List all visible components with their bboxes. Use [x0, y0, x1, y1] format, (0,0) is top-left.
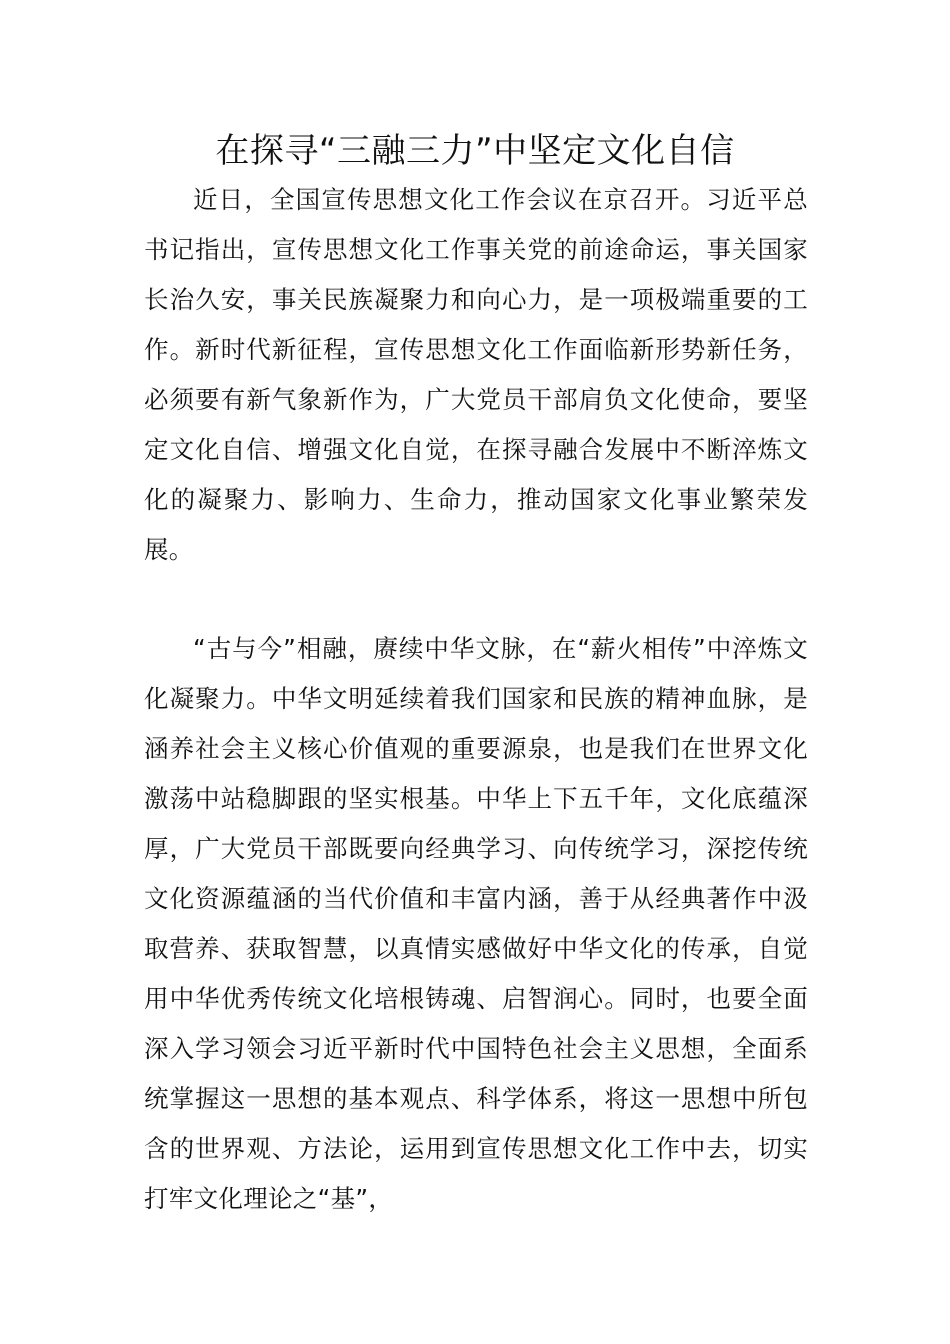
paragraph-intro: 近日，全国宣传思想文化工作会议在京召开。习近平总书记指出，宣传思想文化工作事关党的前途命运，事关国家长治久安，事关民族凝聚力和向心力，是一项极端重要的工作。新时代新征程，宣传思想文化工作面临新形势新任务，必须要有新气象新作为，广大党员干部肩负文化使命，要坚定文化自信、增强文化自觉，在探寻融合发展中不断淬炼文化的凝聚力、影响力、生命力，推动国家文化事业繁荣发展。	[144, 185, 808, 564]
paragraph-ancient-and-modern: “古与今”相融，赓续中华文脉，在“薪火相传”中淬炼文化凝聚力。中华文明延续着我们国家和民族的精神血脉，是涵养社会主义核心价值观的重要源泉，也是我们在世界文化激荡中站稳脚跟的坚实根基。中华上下五千年，文化底蕴深厚，广大党员干部既要向经典学习、向传统学习，深挖传统文化资源蕴涵的当代价值和丰富内涵，善于从经典著作中汲取营养、获取智慧，以真情实感做好中华文化的传承，自觉用中华优秀传统文化培根铸魂、启智润心。同时，也要全面深入学习领会习近平新时代中国特色社会主义思想，全面系统掌握这一思想的基本观点、科学体系，将这一思想中所包含的世界观、方法论，运用到宣传思想文化工作中去，切实打牢文化理论之“基”，	[144, 634, 808, 1213]
document-title: 在探寻“三融三力”中坚定文化自信	[215, 131, 735, 171]
